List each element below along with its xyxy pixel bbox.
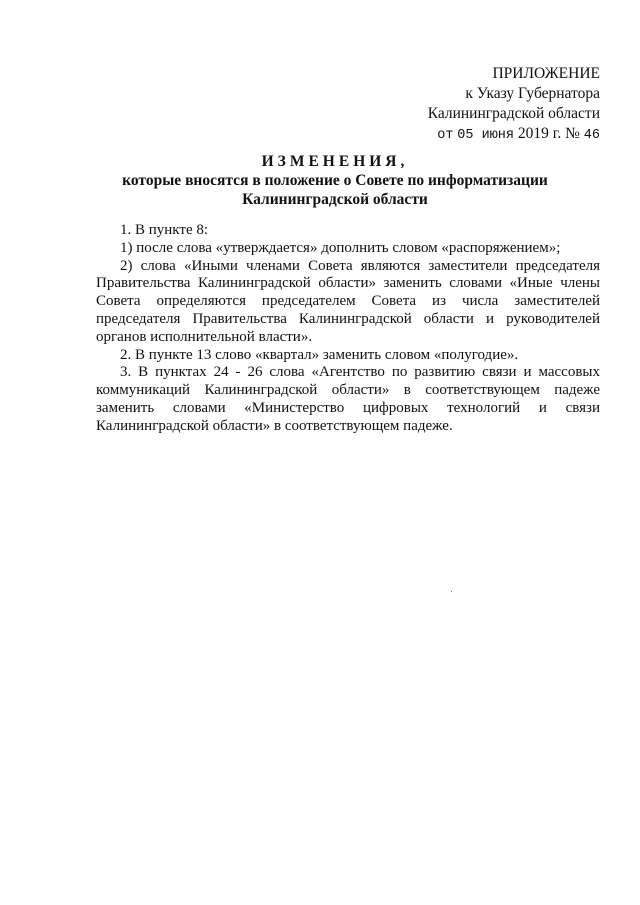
title-subtitle-line1: которые вносятся в положение о Совете по информатизации (122, 172, 548, 189)
date-prefix: от (437, 128, 454, 143)
title-subtitle-line2: Калининградской области (242, 191, 428, 208)
appendix-label: ПРИЛОЖЕНИЕ (492, 65, 600, 82)
paragraph-5: 3. В пунктах 24 - 26 слова «Агентство по развитию связи и массовых коммуникаций Калининградской области» в соответствующем падеже заменить словами «Министерство цифровых технологий и связи Калининградской области» в соответствующем падеже. (96, 364, 600, 434)
date-line (300, 124, 600, 146)
appendix-header (300, 64, 600, 146)
region-name: Калининградской области (427, 105, 600, 122)
paragraph-3: 2) слова «Иными членами Совета являются заместители председателя Правительства Калининградской области» заменить словами «Иные члены Совета определяются председателем Совета из числа заместителей председателя Правительства Калининградской области и руководителей органов исполнительной власти». (96, 257, 600, 345)
scan-speck (451, 591, 452, 592)
decree-reference: к Указу Губернатора (465, 85, 600, 102)
document-title (70, 152, 600, 209)
title-main: ИЗМЕНЕНИЯ, (261, 153, 409, 170)
paragraph-4: 2. В пункте 13 слово «квартал» заменить словом «полугодие». (120, 346, 519, 363)
decree-number: 46 (583, 128, 600, 143)
date-year: 2019 г. № (517, 125, 580, 142)
document-body (96, 222, 600, 436)
paragraph-1: 1. В пункте 8: (120, 222, 209, 238)
date-handwritten: 05 июня (457, 128, 515, 143)
paragraph-2: 1) после слова «утверждается» дополнить словом «распоряжением»; (120, 239, 561, 256)
